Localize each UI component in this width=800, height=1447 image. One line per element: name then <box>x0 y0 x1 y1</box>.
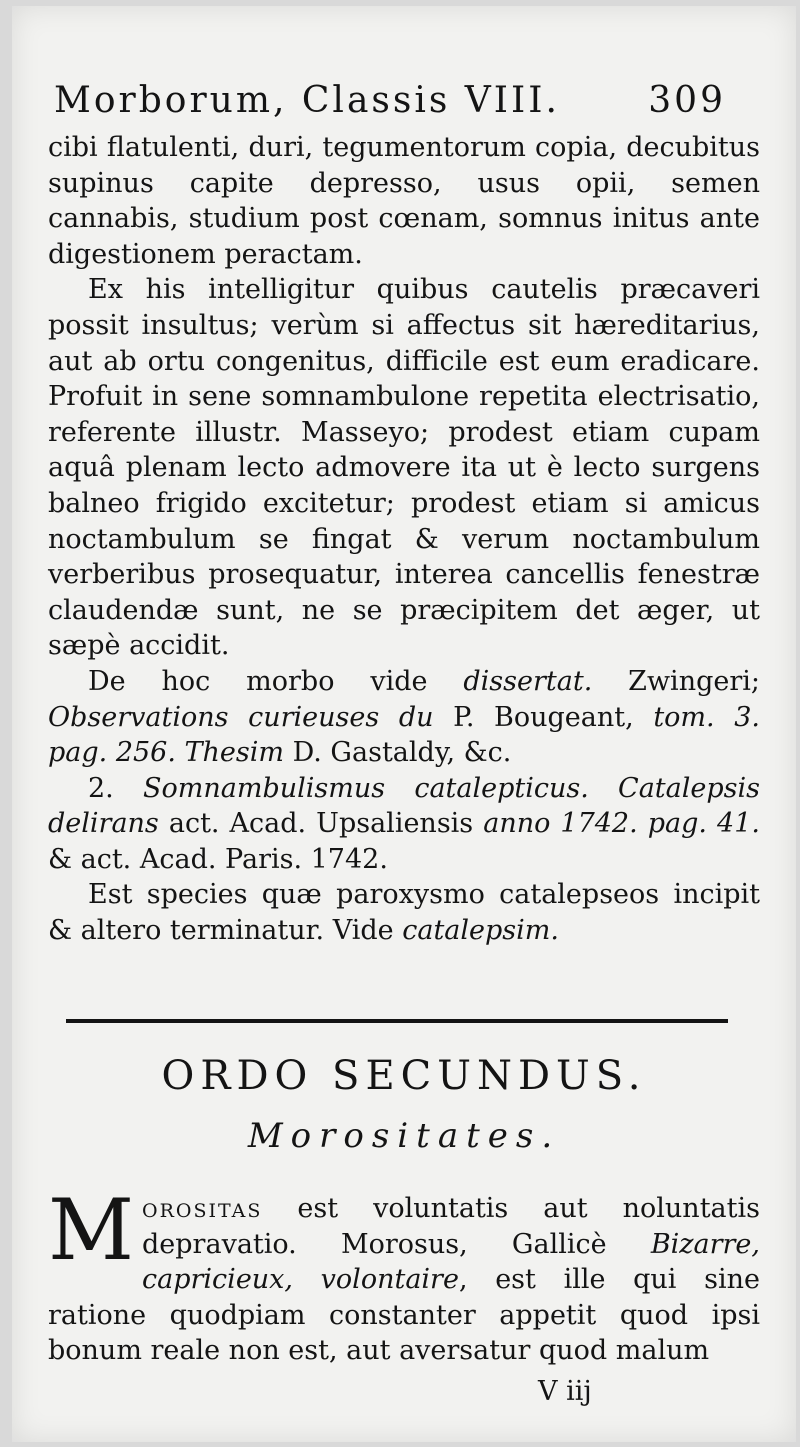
species-number: 2. <box>88 772 143 804</box>
running-header <box>54 80 726 121</box>
running-title: Morborum, Classis VIII. <box>54 80 560 121</box>
ref-text: & act. Acad. Paris. 1742. <box>48 843 388 875</box>
ref-text: D. Gastaldy, &c. <box>284 737 512 769</box>
opening-smallcaps: orositas <box>142 1193 263 1224</box>
paragraph-4-species <box>48 771 760 878</box>
paragraph-3-reference <box>48 664 760 771</box>
ref-italic: dissertat. <box>463 665 593 697</box>
opening-paragraph <box>48 1181 760 1369</box>
opening-italic: Bizarre, capricieux, volontaire <box>142 1228 760 1296</box>
paragraph-2: Ex his intelligitur quibus cautelis præcaveri possit insultus; verùm si affectus sit hæreditarius, aut ab ortu congenitus, difficile est eum eradicare. Profuit in sene somnambulone repetita electrisatio, referente illustr. Masseyo; prodest etiam cupam aquâ plenam lecto admovere ita ut è lecto surgens balneo frigido excitetur; prodest etiam si amicus noctambulum se fingat & verum noctambulum verberibus prosequatur, interea cancellis fenestræ claudendæ sunt, ne se præcipitem det æger, ut sæpè accidit. <box>48 274 760 662</box>
ref-italic: Observations curieuses du <box>48 701 434 733</box>
page-number: 309 <box>648 80 726 121</box>
opening-text: , est ille qui sine ratione quodpiam constanter appetit quod ipsi bonum reale non est, aut aversatur quod malum <box>48 1264 760 1367</box>
paragraph-5 <box>48 877 760 948</box>
drop-cap: M <box>48 1181 135 1279</box>
paragraph-text: Est species quæ paroxysmo catalepseos incipit & altero terminatur. Vide <box>48 879 760 947</box>
ref-italic: anno 1742. pag. 41. <box>483 808 760 840</box>
ref-text: De hoc morbo vide <box>88 665 464 697</box>
signature-mark: V iij <box>538 1376 592 1407</box>
ref-italic: catalepsim. <box>402 915 559 947</box>
ref-text: P. Bougeant, <box>433 701 654 733</box>
ref-text: Zwingeri; <box>592 665 760 697</box>
species-name: Somnambulismus catalepticus. Catalepsis delirans <box>48 772 761 840</box>
section-title: ORDO SECUNDUS. <box>161 1053 647 1099</box>
section-divider-rule <box>66 1019 728 1023</box>
ref-italic: tom. 3. pag. 256. Thesim <box>48 701 760 769</box>
body-text <box>48 130 760 949</box>
book-page <box>12 6 796 1442</box>
section-subtitle: Morositates. <box>247 1116 561 1156</box>
ref-text: act. Acad. Upsaliensis <box>158 808 484 840</box>
opening-text: est voluntatis aut noluntatis depravatio. Morosus, Gallicè <box>142 1193 760 1260</box>
paragraph-1: cibi flatulenti, duri, tegumentorum copia, decubitus supinus capite depresso, usus opii, semen cannabis, studium post cœnam, somnus initus ante digestionem peractam. <box>48 132 760 270</box>
